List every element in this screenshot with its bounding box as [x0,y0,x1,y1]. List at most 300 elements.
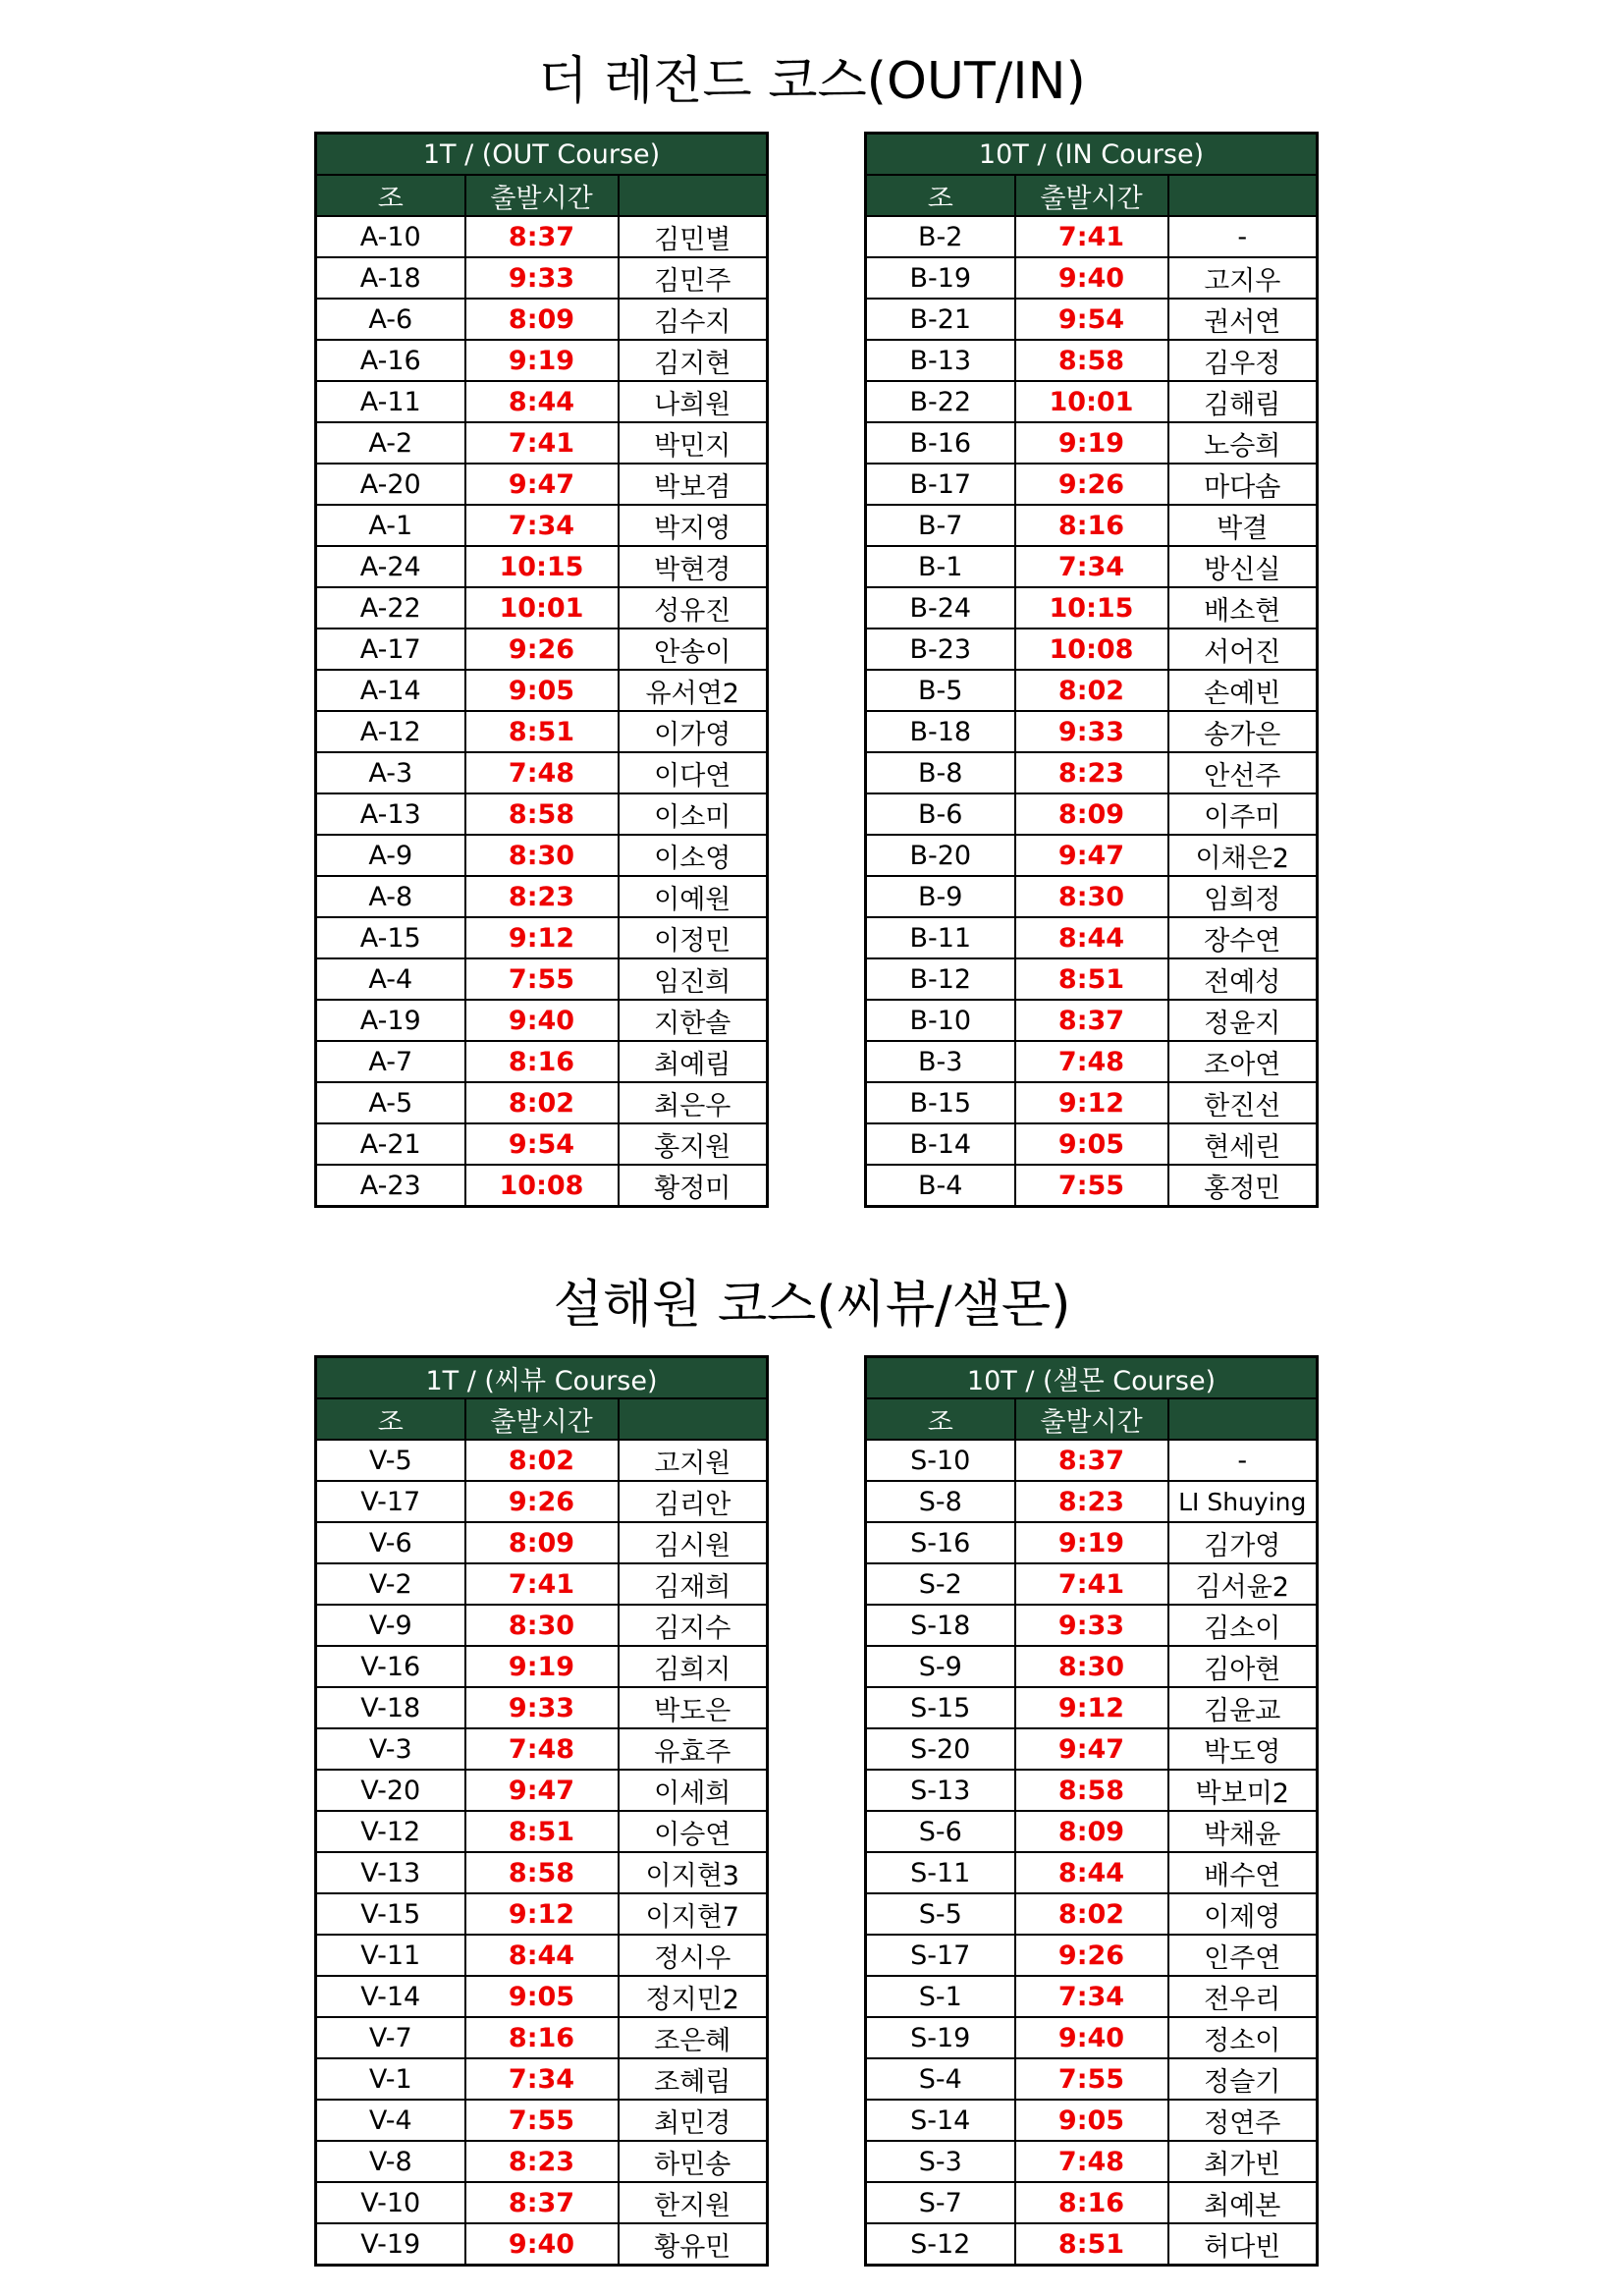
column-header-row [316,175,768,216]
start-time-cell: 8:30 [465,835,619,876]
start-time-cell: 8:58 [465,793,619,835]
group-cell: A-18 [316,257,465,299]
start-time-cell: 8:44 [1015,917,1168,958]
table-row [866,752,1318,793]
group-cell: S-6 [866,1811,1015,1852]
start-time-cell: 9:12 [1015,1082,1168,1123]
player-name-cell: 이소미 [619,793,768,835]
table-row [866,1687,1318,1728]
group-cell: V-8 [316,2141,465,2182]
start-time-cell: 9:33 [465,1687,619,1728]
player-name-cell: 임진희 [619,958,768,1000]
start-time-cell: 9:54 [465,1123,619,1165]
group-cell: S-16 [866,1522,1015,1563]
start-time-cell: 7:41 [465,422,619,464]
player-name-cell: 유서연2 [619,670,768,711]
start-time-cell: 8:44 [465,381,619,422]
start-time-cell: 7:41 [1015,1563,1168,1605]
start-time-cell: 7:34 [465,2058,619,2100]
start-time-cell: 7:41 [465,1563,619,1605]
player-name-cell: 배수연 [1168,1852,1318,1893]
table-row [866,1605,1318,1646]
player-name-cell: 최예림 [619,1041,768,1082]
table-row [866,2100,1318,2141]
group-cell: V-17 [316,1481,465,1522]
group-cell: S-2 [866,1563,1015,1605]
table-row [866,793,1318,835]
table-row [316,1000,768,1041]
table-row [316,629,768,670]
table-row [316,2017,768,2058]
start-time-cell: 9:33 [1015,1605,1168,1646]
player-name-cell: 고지우 [1168,257,1318,299]
column-header-group: 조 [866,1398,1015,1440]
start-time-cell: 8:16 [1015,2182,1168,2223]
start-time-cell: 8:16 [465,2017,619,2058]
column-header-row [866,1398,1318,1440]
start-time-cell: 7:55 [465,958,619,1000]
start-time-cell: 8:09 [465,1522,619,1563]
table-banner-row [316,134,768,176]
group-cell: S-17 [866,1935,1015,1976]
table-row [866,546,1318,587]
start-time-cell: 8:58 [465,1852,619,1893]
group-cell: B-18 [866,711,1015,752]
start-time-cell: 8:02 [465,1082,619,1123]
group-cell: B-12 [866,958,1015,1000]
start-time-cell: 8:37 [1015,1440,1168,1481]
table-row [866,505,1318,546]
start-time-cell: 9:47 [465,1770,619,1811]
table-row [316,381,768,422]
player-name-cell: 박지영 [619,505,768,546]
table-row [316,1605,768,1646]
group-cell: S-7 [866,2182,1015,2223]
player-name-cell: 박보미2 [1168,1770,1318,1811]
player-name-cell: 김수지 [619,299,768,340]
table-row [316,1852,768,1893]
column-header-player [1168,1398,1318,1440]
start-time-cell: 8:02 [465,1440,619,1481]
group-cell: V-9 [316,1605,465,1646]
group-cell: A-3 [316,752,465,793]
table-row [866,1481,1318,1522]
table-row [316,1041,768,1082]
group-cell: B-24 [866,587,1015,629]
table-row [316,917,768,958]
table-row [316,752,768,793]
group-cell: B-7 [866,505,1015,546]
player-name-cell: 이승연 [619,1811,768,1852]
player-name-cell: 홍지원 [619,1123,768,1165]
group-cell: V-15 [316,1893,465,1935]
group-cell: S-10 [866,1440,1015,1481]
table-row [316,299,768,340]
start-time-cell: 7:48 [465,752,619,793]
player-name-cell: 나희원 [619,381,768,422]
column-header-start-time: 출발시간 [1015,175,1168,216]
player-name-cell: 황정미 [619,1165,768,1207]
player-name-cell: 정연주 [1168,2100,1318,2141]
table-row [316,1687,768,1728]
start-time-cell: 8:23 [1015,752,1168,793]
group-cell: A-5 [316,1082,465,1123]
group-cell: B-8 [866,752,1015,793]
table-row [866,1123,1318,1165]
tee-table-seaview-course [314,1355,769,2267]
table-row [316,546,768,587]
column-header-start-time: 출발시간 [465,175,619,216]
player-name-cell: 황유민 [619,2223,768,2266]
group-cell: B-13 [866,340,1015,381]
group-cell: V-19 [316,2223,465,2266]
group-cell: B-20 [866,835,1015,876]
player-name-cell: - [1168,1440,1318,1481]
group-cell: V-11 [316,1935,465,1976]
group-cell: S-18 [866,1605,1015,1646]
tee-table-out-course [314,132,769,1208]
column-header-start-time: 출발시간 [465,1398,619,1440]
player-name-cell: 이정민 [619,917,768,958]
start-time-cell: 9:40 [465,1000,619,1041]
player-name-cell: 방신실 [1168,546,1318,587]
start-time-cell: 9:19 [1015,422,1168,464]
table-row [316,2100,768,2141]
table-row [316,1481,768,1522]
table-row [316,835,768,876]
player-name-cell: 이지현7 [619,1893,768,1935]
player-name-cell: 정윤지 [1168,1000,1318,1041]
start-time-cell: 7:34 [1015,546,1168,587]
group-cell: B-14 [866,1123,1015,1165]
start-time-cell: 8:30 [1015,876,1168,917]
start-time-cell: 10:08 [465,1165,619,1207]
player-name-cell: 조은혜 [619,2017,768,2058]
player-name-cell: 박현경 [619,546,768,587]
table-row [316,958,768,1000]
table-row [866,1082,1318,1123]
group-cell: B-6 [866,793,1015,835]
start-time-cell: 9:47 [1015,835,1168,876]
player-name-cell: 이다연 [619,752,768,793]
player-name-cell: 최예본 [1168,2182,1318,2223]
group-cell: A-15 [316,917,465,958]
group-cell: A-2 [316,422,465,464]
start-time-cell: 9:26 [465,629,619,670]
table-row [316,1165,768,1207]
start-time-cell: 9:40 [1015,257,1168,299]
player-name-cell: 박도영 [1168,1728,1318,1770]
player-name-cell: 허다빈 [1168,2223,1318,2266]
player-name-cell: 정시우 [619,1935,768,1976]
group-cell: A-14 [316,670,465,711]
start-time-cell: 7:48 [1015,2141,1168,2182]
group-cell: S-19 [866,2017,1015,2058]
start-time-cell: 9:05 [1015,2100,1168,2141]
player-name-cell: 정슬기 [1168,2058,1318,2100]
player-name-cell: 전우리 [1168,1976,1318,2017]
table-row [866,2058,1318,2100]
group-cell: V-14 [316,1976,465,2017]
group-cell: B-11 [866,917,1015,958]
group-cell: S-8 [866,1481,1015,1522]
group-cell: B-4 [866,1165,1015,1207]
start-time-cell: 8:37 [465,2182,619,2223]
player-name-cell: LI Shuying [1168,1481,1318,1522]
group-cell: V-1 [316,2058,465,2100]
table-banner: 1T / (OUT Course) [316,134,768,176]
start-time-cell: 7:55 [1015,1165,1168,1207]
table-row [316,505,768,546]
column-header-row [866,175,1318,216]
player-name-cell: 성유진 [619,587,768,629]
start-time-cell: 8:30 [1015,1646,1168,1687]
start-time-cell: 9:47 [465,464,619,505]
player-name-cell: 이가영 [619,711,768,752]
group-cell: A-6 [316,299,465,340]
player-name-cell: 김지현 [619,340,768,381]
group-cell: B-15 [866,1082,1015,1123]
player-name-cell: 이채은2 [1168,835,1318,876]
start-time-cell: 9:12 [465,917,619,958]
player-name-cell: 최가빈 [1168,2141,1318,2182]
player-name-cell: 이세희 [619,1770,768,1811]
player-name-cell: 김리안 [619,1481,768,1522]
start-time-cell: 9:12 [1015,1687,1168,1728]
table-row [866,2182,1318,2223]
table-row [316,422,768,464]
start-time-cell: 7:55 [465,2100,619,2141]
group-cell: V-12 [316,1811,465,1852]
column-header-group: 조 [866,175,1015,216]
table-row [866,422,1318,464]
player-name-cell: 김해림 [1168,381,1318,422]
start-time-cell: 7:48 [1015,1041,1168,1082]
player-name-cell: 김시원 [619,1522,768,1563]
column-header-row [316,1398,768,1440]
table-row [866,917,1318,958]
start-time-cell: 9:26 [1015,1935,1168,1976]
group-cell: V-7 [316,2017,465,2058]
column-header-start-time: 출발시간 [1015,1398,1168,1440]
start-time-cell: 8:23 [465,876,619,917]
player-name-cell: 김아현 [1168,1646,1318,1687]
table-row [866,1563,1318,1605]
table-row [866,587,1318,629]
group-cell: A-11 [316,381,465,422]
player-name-cell: 김희지 [619,1646,768,1687]
group-cell: A-9 [316,835,465,876]
table-row [316,1440,768,1481]
player-name-cell: 이소영 [619,835,768,876]
table-row [866,216,1318,257]
player-name-cell: 유효주 [619,1728,768,1770]
player-name-cell: 이제영 [1168,1893,1318,1935]
player-name-cell: 최민경 [619,2100,768,2141]
table-row [866,1000,1318,1041]
section-title-seolhaeone: 설해원 코스(씨뷰/샐몬) [553,1276,1071,1335]
start-time-cell: 9:05 [1015,1123,1168,1165]
player-name-cell: 손예빈 [1168,670,1318,711]
group-cell: A-19 [316,1000,465,1041]
player-name-cell: 한지원 [619,2182,768,2223]
start-time-cell: 8:58 [1015,1770,1168,1811]
table-row [866,1165,1318,1207]
group-cell: B-21 [866,299,1015,340]
start-time-cell: 10:01 [1015,381,1168,422]
start-time-cell: 7:34 [465,505,619,546]
table-row [316,1935,768,1976]
group-cell: V-2 [316,1563,465,1605]
table-row [316,876,768,917]
player-name-cell: 권서연 [1168,299,1318,340]
section-title-legend: 더 레전드 코스(OUT/IN) [538,52,1086,111]
start-time-cell: 9:12 [465,1893,619,1935]
start-time-cell: 9:33 [1015,711,1168,752]
start-time-cell: 9:40 [465,2223,619,2266]
start-time-cell: 8:16 [465,1041,619,1082]
group-cell: B-3 [866,1041,1015,1082]
start-time-cell: 8:51 [1015,2223,1168,2266]
start-time-cell: 9:47 [1015,1728,1168,1770]
player-name-cell: 정소이 [1168,2017,1318,2058]
player-name-cell: 노승희 [1168,422,1318,464]
player-name-cell: 김윤교 [1168,1687,1318,1728]
table-row [866,1646,1318,1687]
start-time-cell: 8:37 [1015,1000,1168,1041]
table-row [866,2223,1318,2266]
table-row [866,1728,1318,1770]
group-cell: B-23 [866,629,1015,670]
group-cell: V-6 [316,1522,465,1563]
group-cell: V-10 [316,2182,465,2223]
group-cell: S-1 [866,1976,1015,2017]
player-name-cell: 인주연 [1168,1935,1318,1976]
column-header-player [1168,175,1318,216]
table-row [866,711,1318,752]
table-row [866,629,1318,670]
player-name-cell: 안송이 [619,629,768,670]
group-cell: S-12 [866,2223,1015,2266]
table-row [866,464,1318,505]
start-time-cell: 8:51 [465,711,619,752]
table-row [866,1770,1318,1811]
start-time-cell: 8:02 [1015,1893,1168,1935]
table-row [866,2017,1318,2058]
player-name-cell: 김민별 [619,216,768,257]
group-cell: S-4 [866,2058,1015,2100]
player-name-cell: 박보겸 [619,464,768,505]
group-cell: B-22 [866,381,1015,422]
player-name-cell: 김우정 [1168,340,1318,381]
start-time-cell: 9:05 [465,670,619,711]
table-banner-row [866,1357,1318,1399]
group-cell: A-13 [316,793,465,835]
table-row [316,2182,768,2223]
start-time-cell: 8:51 [1015,958,1168,1000]
start-time-cell: 10:01 [465,587,619,629]
table-row [866,381,1318,422]
group-cell: A-24 [316,546,465,587]
table-row [316,464,768,505]
player-name-cell: 박결 [1168,505,1318,546]
group-cell: S-13 [866,1770,1015,1811]
group-cell: B-5 [866,670,1015,711]
table-row [316,1770,768,1811]
start-time-cell: 7:41 [1015,216,1168,257]
player-name-cell: 정지민2 [619,1976,768,2017]
group-cell: A-22 [316,587,465,629]
table-row [316,1811,768,1852]
player-name-cell: 김지수 [619,1605,768,1646]
table-row [866,1041,1318,1082]
player-name-cell: 고지원 [619,1440,768,1481]
group-cell: A-20 [316,464,465,505]
group-cell: S-15 [866,1687,1015,1728]
player-name-cell: 송가은 [1168,711,1318,752]
start-time-cell: 8:09 [465,299,619,340]
table-row [316,1522,768,1563]
player-name-cell: 임희정 [1168,876,1318,917]
table-banner: 1T / (씨뷰 Course) [316,1357,768,1399]
table-row [866,1811,1318,1852]
table-row [866,1935,1318,1976]
start-time-cell: 10:15 [1015,587,1168,629]
table-row [866,1440,1318,1481]
player-name-cell: - [1168,216,1318,257]
player-name-cell: 김재희 [619,1563,768,1605]
start-time-cell: 8:02 [1015,670,1168,711]
table-row [866,1522,1318,1563]
column-header-group: 조 [316,1398,465,1440]
player-name-cell: 김민주 [619,257,768,299]
table-row [866,670,1318,711]
table-row [316,1646,768,1687]
table-row [316,1563,768,1605]
table-row [866,835,1318,876]
start-time-cell: 8:16 [1015,505,1168,546]
column-header-group: 조 [316,175,465,216]
start-time-cell: 8:51 [465,1811,619,1852]
player-name-cell: 마다솜 [1168,464,1318,505]
table-row [316,2223,768,2266]
group-cell: B-17 [866,464,1015,505]
start-time-cell: 7:55 [1015,2058,1168,2100]
player-name-cell: 김가영 [1168,1522,1318,1563]
start-time-cell: 9:05 [465,1976,619,2017]
group-cell: V-3 [316,1728,465,1770]
group-cell: V-18 [316,1687,465,1728]
player-name-cell: 최은우 [619,1082,768,1123]
table-row [316,711,768,752]
player-name-cell: 박도은 [619,1687,768,1728]
table-row [316,1893,768,1935]
start-time-cell: 9:19 [1015,1522,1168,1563]
table-row [316,257,768,299]
table-row [866,257,1318,299]
group-cell: A-1 [316,505,465,546]
player-name-cell: 전예성 [1168,958,1318,1000]
group-cell: S-14 [866,2100,1015,2141]
player-name-cell: 배소현 [1168,587,1318,629]
group-cell: B-1 [866,546,1015,587]
group-cell: B-9 [866,876,1015,917]
table-row [866,876,1318,917]
start-time-cell: 8:09 [1015,793,1168,835]
start-time-cell: 9:54 [1015,299,1168,340]
group-cell: S-20 [866,1728,1015,1770]
player-name-cell: 조아연 [1168,1041,1318,1082]
